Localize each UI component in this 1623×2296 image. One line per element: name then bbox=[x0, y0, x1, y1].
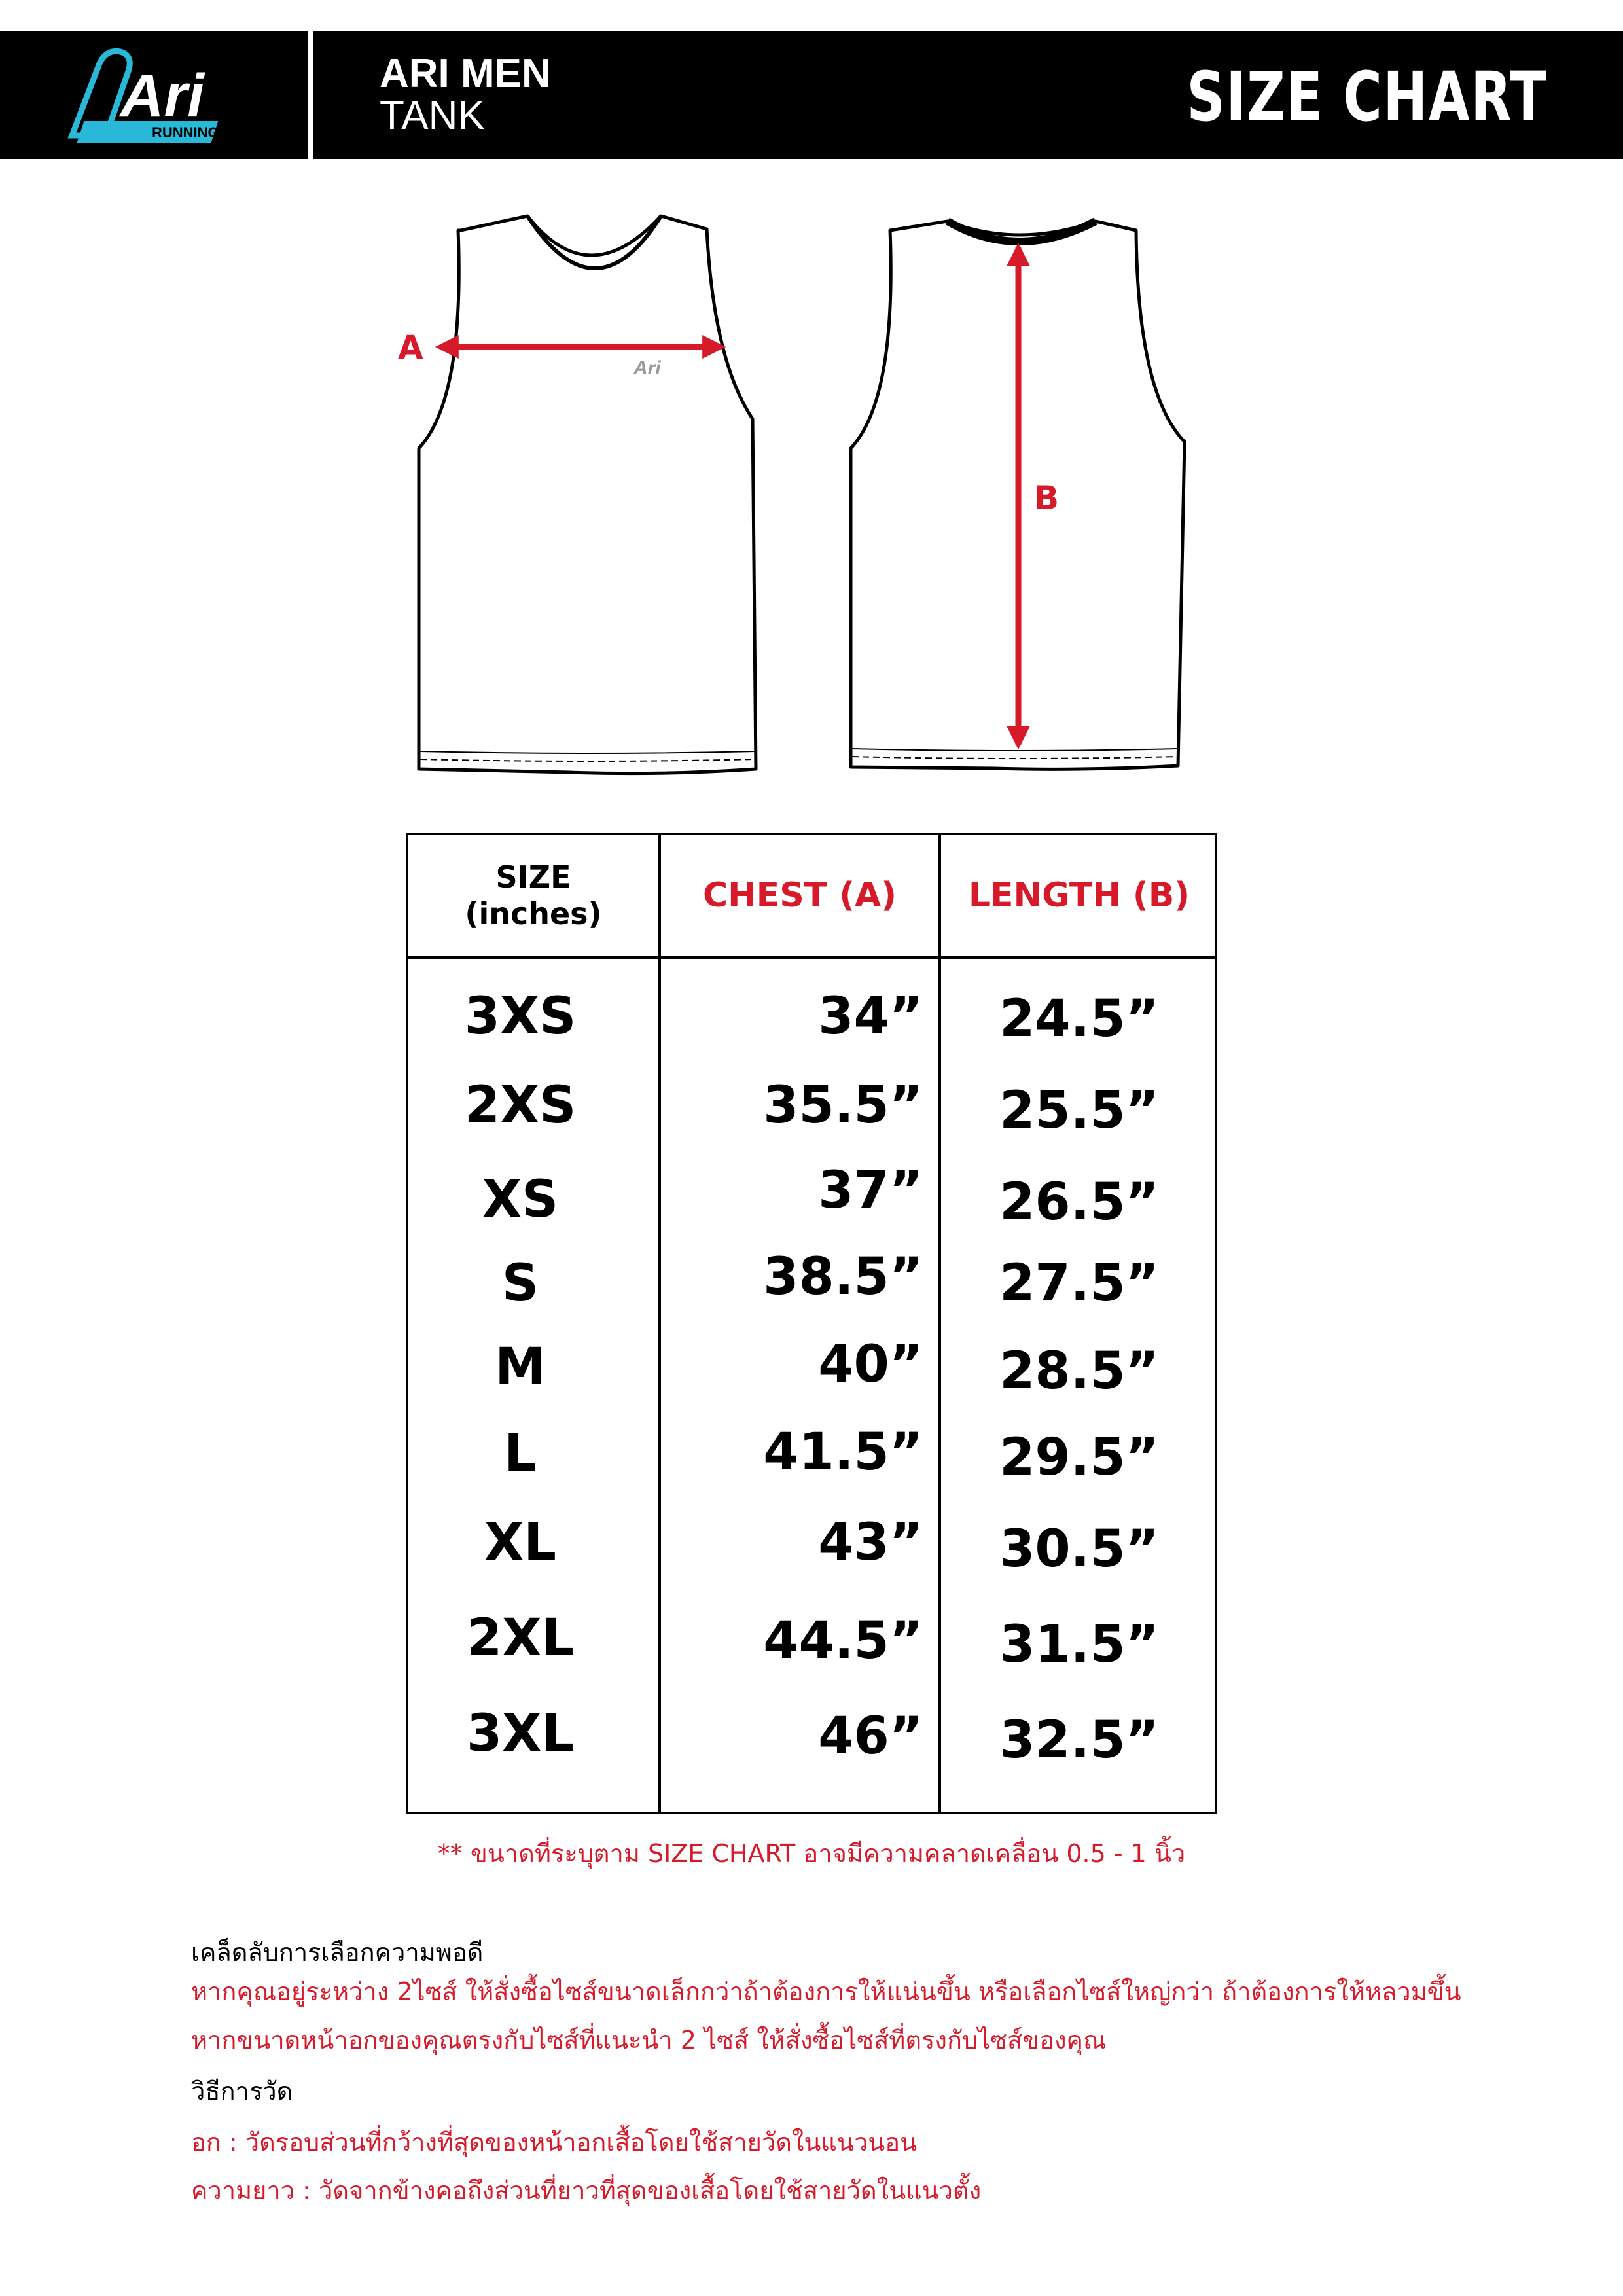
row-size: 2XS bbox=[464, 1076, 577, 1135]
product-subtitle: TANK bbox=[380, 93, 485, 138]
row-size: 3XS bbox=[464, 987, 577, 1046]
row-length: 29.5” bbox=[999, 1428, 1159, 1487]
row-size: XS bbox=[482, 1170, 559, 1229]
header-chest: CHEST (A) bbox=[702, 876, 897, 915]
row-length: 28.5” bbox=[999, 1342, 1159, 1401]
row-length: 26.5” bbox=[999, 1173, 1159, 1232]
row-length: 24.5” bbox=[999, 990, 1159, 1049]
row-length: 25.5” bbox=[999, 1081, 1159, 1140]
label-a: A bbox=[398, 329, 423, 367]
header-divider bbox=[308, 31, 313, 159]
row-chest: 41.5” bbox=[763, 1423, 923, 1482]
header-size-line2: (inches) bbox=[465, 896, 602, 931]
header-bar bbox=[0, 31, 1623, 159]
shirt-logo: Ari bbox=[633, 357, 661, 379]
fit-line-1: หากคุณอยู่ระหว่าง 2ไซส์ ให้สั่งซื้อไซส์ขนาดเล็กกว่าถ้าต้องการให้แน่นขึ้น หรือเลือกไซส์ใหญ่กว่า ถ้าต้องการให้หลวมขึ้น bbox=[191, 1977, 1461, 2006]
row-chest: 46” bbox=[818, 1707, 923, 1766]
tank-illustration bbox=[380, 196, 1257, 812]
row-size: XL bbox=[484, 1513, 556, 1572]
table-header-line bbox=[408, 956, 1215, 959]
ari-logo-icon bbox=[60, 37, 257, 155]
row-size: L bbox=[504, 1424, 537, 1483]
size-table bbox=[406, 833, 1217, 1814]
row-chest: 38.5” bbox=[763, 1247, 923, 1306]
header-size-line1: SIZE bbox=[495, 859, 571, 895]
row-length: 27.5” bbox=[999, 1254, 1159, 1313]
row-size: 3XL bbox=[466, 1704, 575, 1763]
size-chart-title: SIZE CHART bbox=[1186, 57, 1547, 137]
row-size: 2XL bbox=[466, 1609, 575, 1668]
row-chest: 35.5” bbox=[763, 1076, 923, 1135]
measure-chest: อก : วัดรอบส่วนที่กว้างที่สุดของหน้าอกเสื้อโดยใช้สายวัดในแนวนอน bbox=[191, 2128, 918, 2157]
row-chest: 44.5” bbox=[763, 1611, 923, 1670]
row-length: 31.5” bbox=[999, 1615, 1159, 1674]
logo-sub-text: RUNNING bbox=[152, 124, 219, 141]
row-chest: 34” bbox=[818, 987, 923, 1046]
size-note: ** ขนาดที่ระบุตาม SIZE CHART อาจมีความคลาดเคลื่อน 0.5 - 1 นิ้ว bbox=[437, 1839, 1186, 1868]
header-size bbox=[408, 835, 658, 956]
fit-title: เคล็ดลับการเลือกความพอดี bbox=[191, 1938, 484, 1967]
row-size: S bbox=[501, 1254, 539, 1313]
front-tank bbox=[419, 216, 756, 774]
fit-line-2: หากขนาดหน้าอกของคุณตรงกับไซส์ที่แนะนำ 2 ไซส์ ให้สั่งซื้อไซส์ที่ตรงกับไซส์ของคุณ bbox=[191, 2026, 1107, 2054]
row-chest: 37” bbox=[818, 1161, 923, 1220]
measure-length: ความยาว : วัดจากข้างคอถึงส่วนที่ยาวที่สุดของเสื้อโดยใช้สายวัดในแนวตั้ง bbox=[191, 2176, 982, 2205]
row-length: 32.5” bbox=[999, 1711, 1159, 1770]
logo-text: Ari bbox=[120, 62, 204, 129]
row-chest: 43” bbox=[818, 1513, 923, 1572]
product-title: ARI MEN bbox=[380, 51, 551, 96]
row-size: M bbox=[495, 1338, 546, 1397]
row-length: 30.5” bbox=[999, 1520, 1159, 1579]
measure-title: วิธีการวัด bbox=[191, 2077, 293, 2106]
row-chest: 40” bbox=[818, 1335, 923, 1394]
header-length: LENGTH (B) bbox=[968, 876, 1190, 915]
label-b: B bbox=[1034, 479, 1060, 517]
